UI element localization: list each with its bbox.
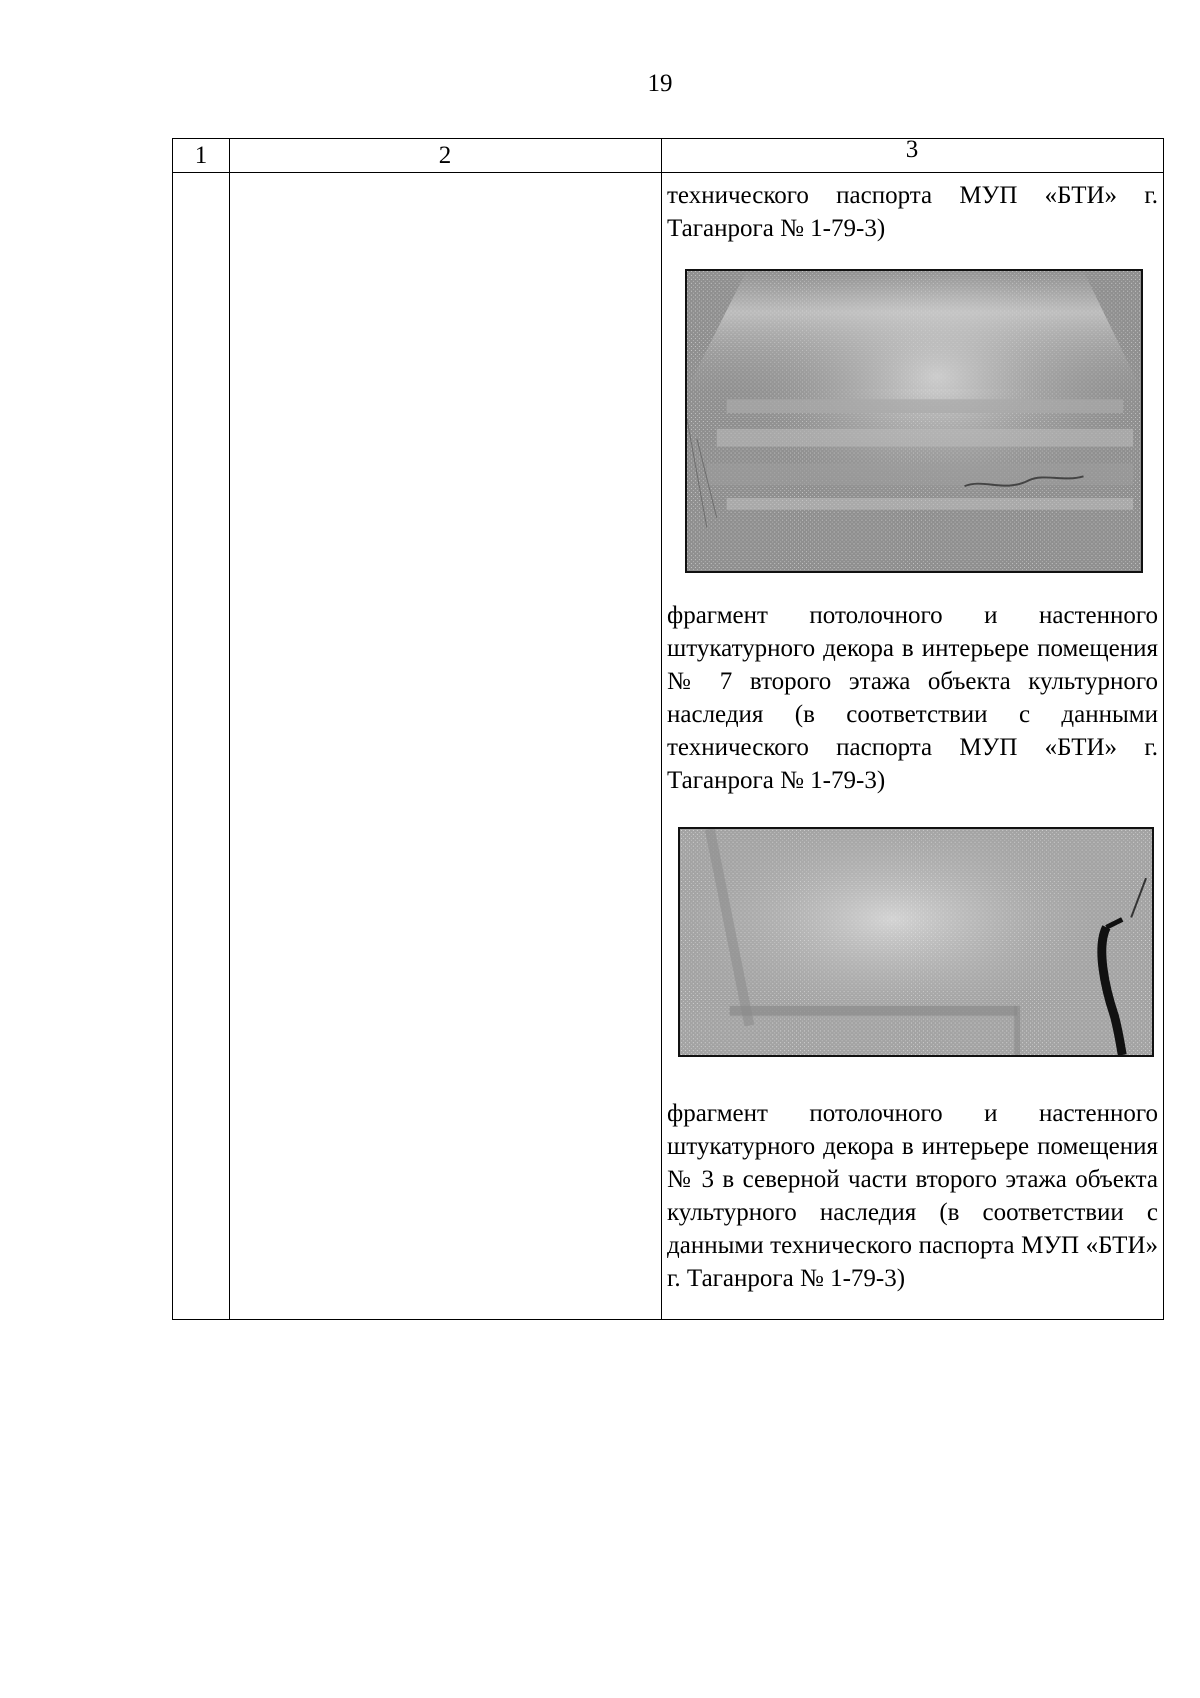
document-table xyxy=(172,138,1164,1320)
header-col-1: 1 xyxy=(194,142,208,169)
photo-caption-2: фрагмент потолочного и настенного штукатурного декора в интерьере помещения № 3 в северной части второго этажа объекта культурного наследия (в соответствии с данными технического паспорта МУП «БТИ» г. Таганрога № 1-79-3) xyxy=(667,1100,1158,1292)
header-col-3: 3 xyxy=(905,136,919,163)
column-divider xyxy=(661,139,662,1319)
photo-ceiling-decor-room-3 xyxy=(678,827,1154,1057)
cell-text-continuation: технического паспорта МУП «БТИ» г. Таганрога № 1-79-3) xyxy=(667,182,1158,242)
photo-caption-1: фрагмент потолочного и настенного штукатурного декора в интерьере помещения № 7 второго этажа объекта культурного наследия (в соответствии с данными технического паспорта МУП «БТИ» г. Таганрога № 1-79-3) xyxy=(667,602,1158,794)
header-col-2: 2 xyxy=(438,142,452,169)
header-divider xyxy=(173,172,1163,173)
page-number: 19 xyxy=(647,70,673,97)
photo-ceiling-decor-room-7 xyxy=(685,269,1143,573)
column-divider xyxy=(229,139,230,1319)
